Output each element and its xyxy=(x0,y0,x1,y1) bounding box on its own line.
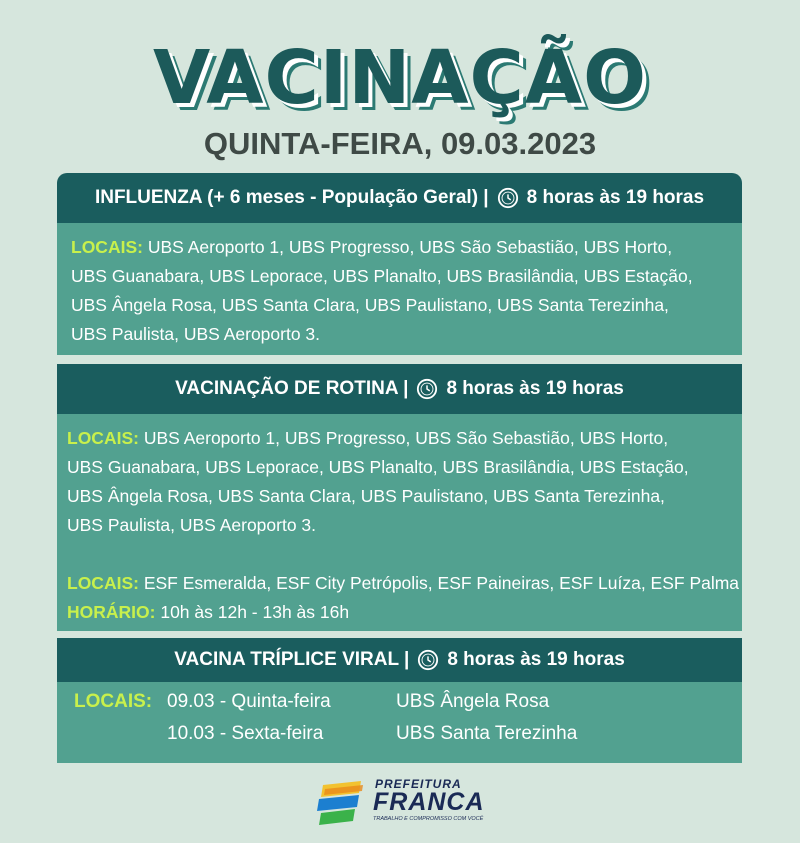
triplice-card xyxy=(57,638,742,763)
locais-label: LOCAIS: xyxy=(67,573,139,593)
influenza-header-time: 8 horas às 19 horas xyxy=(526,187,705,208)
clock-icon xyxy=(417,649,439,671)
prefeitura-franca-logo xyxy=(315,775,490,827)
rotina-header-title: VACINAÇÃO DE ROTINA | xyxy=(175,378,409,399)
influenza-line-2: UBS Guanabara, UBS Leporace, UBS Planalto, UBS Brasilândia, UBS Estação, xyxy=(71,266,693,286)
influenza-card xyxy=(57,173,742,355)
rotina-header-time: 8 horas às 19 horas xyxy=(446,378,624,399)
triplice-header-title: VACINA TRÍPLICE VIRAL | xyxy=(174,649,410,670)
triplice-place-1: UBS Ângela Rosa xyxy=(396,691,550,712)
horario-label: HORÁRIO: xyxy=(67,602,156,622)
page-subtitle-date: QUINTA-FEIRA, 09.03.2023 xyxy=(203,126,597,161)
logo-tagline: TRABALHO E COMPROMISSO COM VOCÊ xyxy=(373,816,484,822)
rotina-line-3: UBS Ângela Rosa, UBS Santa Clara, UBS Paulistano, UBS Santa Terezinha, xyxy=(67,486,665,506)
rotina-body xyxy=(57,414,742,631)
clock-icon xyxy=(416,378,438,400)
rotina-hours-line xyxy=(67,598,742,627)
triplice-header-time: 8 horas às 19 horas xyxy=(447,649,625,670)
rotina-esf-line xyxy=(67,569,742,598)
logo-line2: FRANCA xyxy=(373,788,485,816)
locais-label: LOCAIS: xyxy=(67,428,139,448)
rotina-hours-text: 10h às 12h - 13h às 16h xyxy=(160,602,350,622)
triplice-date-2: 10.03 - Sexta-feira xyxy=(167,723,324,744)
logo-line1: PREFEITURA xyxy=(375,777,462,791)
rotina-line-1 xyxy=(67,424,742,453)
influenza-line-4: UBS Paulista, UBS Aeroporto 3. xyxy=(71,324,321,344)
influenza-header-title: INFLUENZA (+ 6 meses - População Geral) | xyxy=(94,187,489,208)
locais-label: LOCAIS: xyxy=(74,691,153,712)
clock-icon xyxy=(497,187,519,209)
influenza-header xyxy=(57,173,742,223)
triplice-place-2: UBS Santa Terezinha xyxy=(396,723,578,744)
rotina-header xyxy=(57,364,742,414)
triplice-header xyxy=(57,638,742,682)
rotina-line-4: UBS Paulista, UBS Aeroporto 3. xyxy=(67,515,317,535)
influenza-line-3: UBS Ângela Rosa, UBS Santa Clara, UBS Paulistano, UBS Santa Terezinha, xyxy=(71,295,669,315)
triplice-date-1: 09.03 - Quinta-feira xyxy=(167,691,331,712)
influenza-text-1: UBS Aeroporto 1, UBS Progresso, UBS São Sebastião, UBS Horto, xyxy=(147,237,673,257)
rotina-esf-text: ESF Esmeralda, ESF City Petrópolis, ESF Paineiras, ESF Luíza, ESF Palma xyxy=(143,573,740,593)
page-title: VACINAÇÃO xyxy=(152,35,648,121)
rotina-text-1: UBS Aeroporto 1, UBS Progresso, UBS São Sebastião, UBS Horto, xyxy=(143,428,669,448)
rotina-card xyxy=(57,364,742,631)
triplice-body xyxy=(57,682,742,763)
influenza-body xyxy=(57,223,742,355)
locais-label: LOCAIS: xyxy=(71,237,143,257)
influenza-line-1 xyxy=(71,233,742,262)
rotina-line-2: UBS Guanabara, UBS Leporace, UBS Planalto, UBS Brasilândia, UBS Estação, xyxy=(67,457,689,477)
